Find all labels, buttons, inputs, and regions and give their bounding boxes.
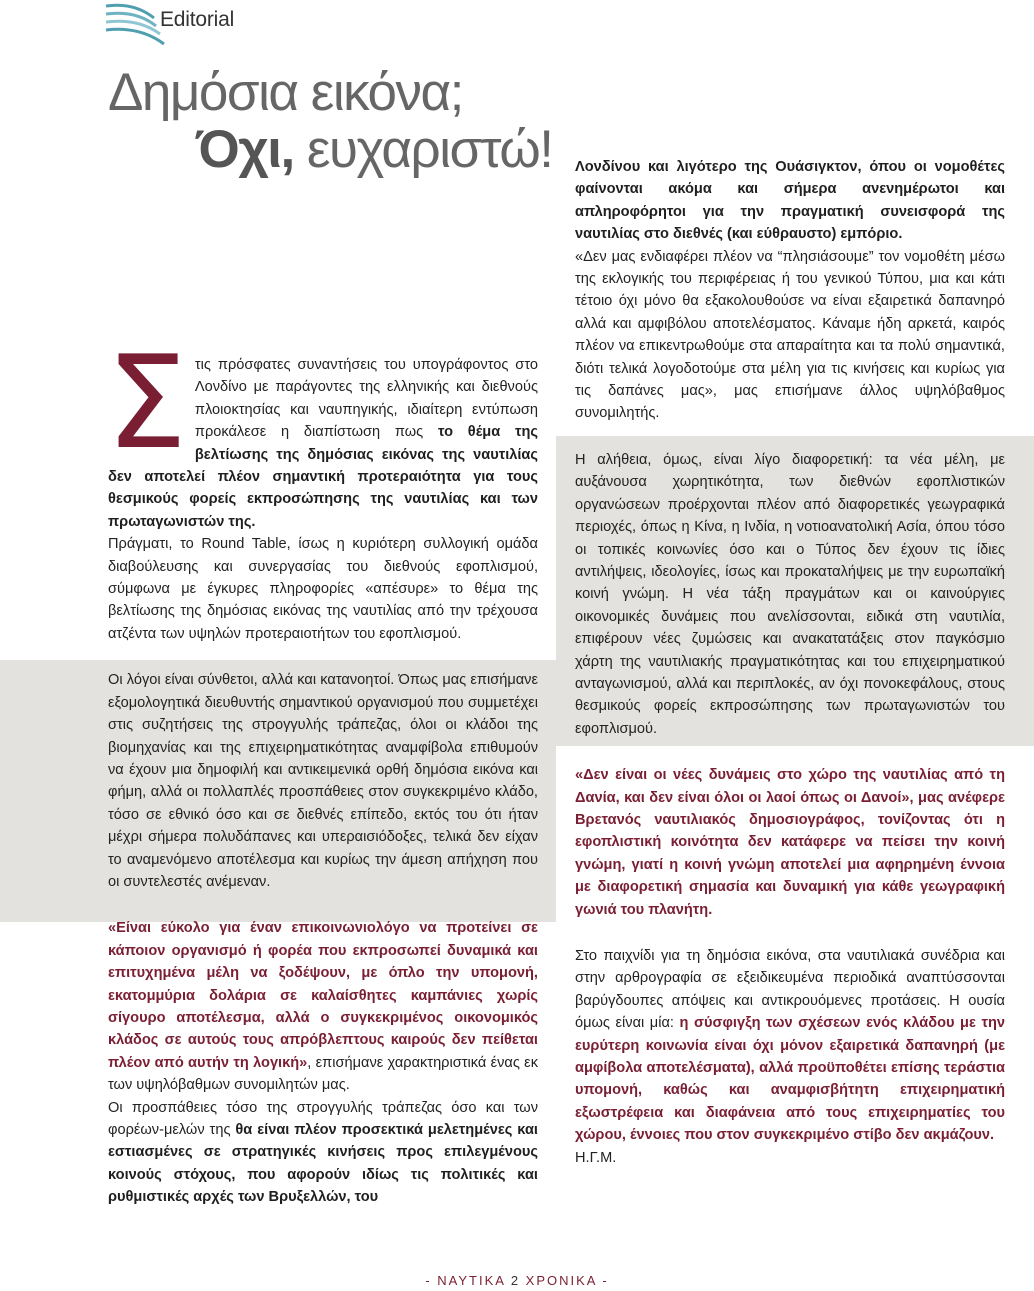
right-p5-quote: η σύσφιγξη των σχέσεων ενός κλάδου με την ευρύτερη κοινωνία είναι όχι μόνον εξαιρετικά δαπανηρή (με αμφίβολα αποτελέσματα), αλλά προϋποθέτει επίσης τεράστια υπομονή, καθώς και αναμφισβήτητη επιχειρηματική εξωστρέφεια και διαφάνεια από τους επιχειρηματίες του χώρου, έννοιες που στον συγκεκριμένο στίβο δεν ακμάζουν. <box>575 1015 1006 1144</box>
left-p5-text: Οι προσπάθειες τόσο της στρογγυλής τράπεζας όσο και των φορέων-μελών της <box>108 1099 538 1138</box>
right-paragraph-3: Η αλήθεια, όμως, είναι λίγο διαφορετική: τα νέα μέλη, με αυξάνουσα χωρητικότητα, των διεθνών εφοπλιστικών οργανώσεων προέρχονται πλέον από διαφορετικές γεωγραφικά περιοχές, όπως η Κίνα, η Ινδία, η νοτιοανατολική Ασία, όπου τόσο οι τοπικές κοινωνίες όσο και ο Τύπος δεν έχουν τις ίδιες αντιλήψεις, ιδεολογίες, ίσως και προκαταλήψεις με την ευρωπαϊκή κοινή γνώμη. Η νέα τάξη πραγμάτων και οι καινούργιες οικονομικές δυνάμεις που ανελίσσονται, ειδικά στη ναυτιλία, επιφέρουν νέες ζυμώσεις και ανακατατάξεις στον παγκόσμιο χάρτη της ναυτιλιακής πραγματικότητας και του επιχειρηματικού ανταγωνισμού, αλλά και περιπλοκές, αν όχι πονοκεφάλους, στους θεσμικούς φορείς εκπροσώπησης των πρωταγωνιστών του εφοπλισμού. <box>575 451 1005 737</box>
left-p5-bold: θα είναι πλέον προσεκτικά μελετημένες και εστιασμένες σε στρατηγικές κινήσεις προς επιλεγμένους κοινούς στόχους, που αφορούν ιδίως τις πολιτικές και ρυθμιστικές αρχές των Βρυξελλών, του <box>108 1122 538 1206</box>
page-title <box>108 64 558 178</box>
page-footer <box>0 1273 1034 1288</box>
right-paragraph-2: «Δεν μας ενδιαφέρει πλέον να “πλησιάσουμε” τον νομοθέτη μέσω της εκλογικής του περιφέρειας ή του γενικού Τύπου, μια και κάτι τέτοιο όχι μόνο θα εξακολουθούσε να είναι εξαιρετικά δαπανηρό αλλά και αμφιβόλου αποτελέσματος. Κάναμε ήδη αρκετά, καιρός πλέον να επικεντρωθούμε στα απαραίτητα και τα πολύ σημαντικά, διότι τελικά λογοδοτούμε στα μέλη για τις κινήσεις και κυρίως για τις δαπάνες μας», μας επισήμανε άλλος υψηλόβαθμος συνομιλητής. <box>575 248 1005 422</box>
page-number: 2 <box>510 1273 521 1288</box>
title-bold: Όχι, <box>196 120 294 179</box>
left-p1-text: τις πρόσφατες συναντήσεις του υπογράφοντος στο Λονδίνο με παράγοντες της ελληνικής και διεθνούς πλοιοκτησίας και ναυπηγικής, ιδιαίτερη εντύπωση προκάλεσε η διαπίστωση πως <box>194 357 538 441</box>
footer-right: ΧΡΟΝΙΚΑ - <box>520 1273 609 1288</box>
left-paragraph-1 <box>106 329 538 533</box>
left-paragraph-2: Πράγματι, το Round Table, ίσως η κυριότερη συλλογική ομάδα διαβούλευσης και συνεργασίας του διεθνούς εφοπλισμού, σύμφωνα με έγκυρες πληροφορίες «απέσυρε» το θέμα της βελτίωσης της δημόσιας εικόνας της ναυτιλίας από την τρέχουσα ατζέντα των υψηλών προτεραιοτήτων του εφοπλισμού. <box>108 536 538 642</box>
right-column <box>575 156 1005 1169</box>
signature: Η.Γ.Μ. <box>575 1149 617 1166</box>
right-quote: «Δεν είναι οι νέες δυνάμεις στο χώρο της ναυτιλίας από τη Δανία, και δεν είναι όλοι οι λαοί όπως οι Δανοί», μας ανέφερε Βρετανός ναυτιλιακός δημοσιογράφος, τονίζοντας ότι η εφοπλιστική κοινότητα δεν κατάφερε να πείσει την κοινή γνώμη, γιατί η κοινή γνώμη αποτελεί μια αφηρημένη έννοια με διαφορετική σημασία και δυναμική για κάθε γεωγραφική γωνιά του πλανήτη. <box>575 767 1005 918</box>
right-p5-text: Στο παιχνίδι για τη δημόσια εικόνα, στα ναυτιλιακά συνέδρια και στην αρθρογραφία σε εξειδικευμένα περιοδικά αναπτύσσονται βαρύγδουπες απόψεις και αντικρουόμενες προτάσεις. Η ουσία όμως είναι μία: <box>575 948 1005 1032</box>
dropcap: Σ <box>106 329 187 478</box>
right-p1-bold: Λονδίνου και λιγότερο της Ουάσιγκτον, όπου οι νομοθέτες φαίνονται ακόμα και σήμερα ανενημέρωτοι και απληροφόρητοι για την πραγματική συνεισφορά της ναυτιλίας στο διεθνές (και εύθραυστο) εμπόριο. <box>575 159 1005 243</box>
left-column <box>106 329 538 1209</box>
left-paragraph-4 <box>108 917 538 1096</box>
left-paragraph-3: Οι λόγοι είναι σύνθετοι, αλλά και κατανοητοί. Όπως μας επισήμανε εξομολογητικά διευθυντής σημαντικού οργανισμού που συμμετέχει στις συζητήσεις της στρογγυλής τράπεζας, όλοι οι κλάδοι της βιομηχανίας και της επιχειρηματικότητας αναμφίβολα επιθυμούν να έχουν μια δημοφιλή και αντικειμενικά ορθή δημόσια εικόνα και φήμη, αλλά οι πολλαπλές προσπάθειες στον συγκεκριμένο κλάδο, τόσο σε εθνικό όσο και σε διεθνές επίπεδο, εκτός του ότι ήταν μέχρι σήμερα πολυδάπανες και υπεραισιόδοξες, τελικά δεν είχαν το αναμενόμενο αποτέλεσμα και κυρίως την άμεση απήχηση που οι συντελεστές ανέμεναν. <box>108 672 538 890</box>
footer-left: - ΝΑΥΤΙΚΑ <box>425 1273 511 1288</box>
right-paragraph-5 <box>575 945 1005 1147</box>
title-line-2 <box>108 121 558 178</box>
left-quote: «Είναι εύκολο για έναν επικοινωνιολόγο να προτείνει σε κάποιον οργανισμό ή φορέα που εκπροσωπεί δυναμικά και επιτυχημένα μέλη να ξοδέψουν, με όπλο την υπομονή, εκατομμύρια δολάρια σε καλαίσθητες καμπάνιες χωρίς σίγουρο αποτέλεσμα, αλλά ο συγκεκριμένος οικονομικός κλάδος σε αυτούς τους απρόβλεπτους καιρούς δεν πείθεται πλέον από αυτήν τη λογική» <box>108 920 538 1071</box>
left-p1-bold: το θέμα της βελτίωσης της δημόσιας εικόνας της ναυτιλίας δεν αποτελεί πλέον σημαντική προτεραιότητα για τους θεσμικούς φορείς εκπροσώπησης της ναυτιλίας και των πρωταγωνιστών της. <box>108 424 538 530</box>
left-paragraph-5 <box>108 1097 538 1209</box>
title-rest: ευχαριστώ! <box>293 120 553 179</box>
section-label: Editorial <box>160 8 235 31</box>
left-p4-rest: , επισήμανε χαρακτηριστικά ένας εκ των υψηλόβαθμων συνομιλητών μας. <box>108 1054 538 1094</box>
title-line-1: Δημόσια εικόνα; <box>108 63 463 122</box>
right-paragraph-1 <box>575 156 1005 246</box>
